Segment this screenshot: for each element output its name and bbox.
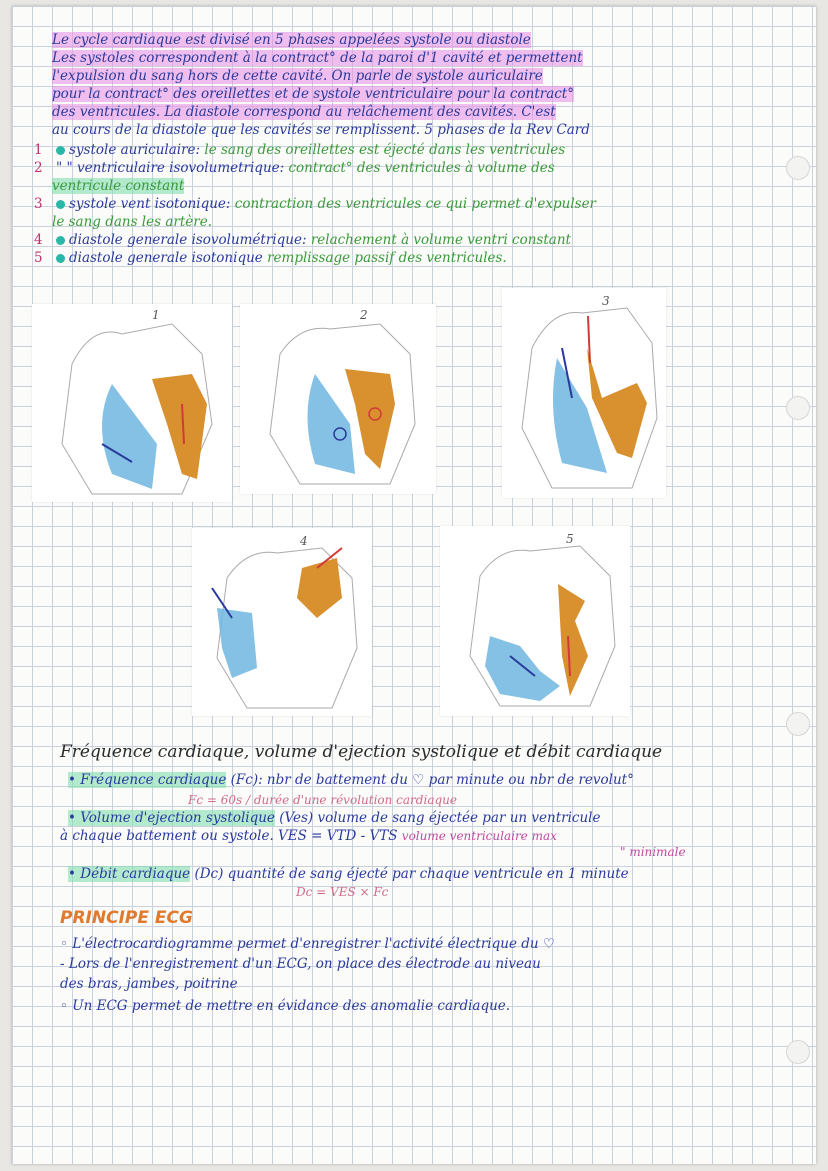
punch-hole xyxy=(786,156,810,180)
punch-hole xyxy=(786,396,810,420)
intro-line: au cours de la diastole que les cavités se remplissent. 5 phases de la Rev Card xyxy=(52,122,590,138)
bullet-dot xyxy=(56,236,65,245)
intro-line: Les systoles correspondent à la contract° de la paroi d'1 cavité et permettent xyxy=(52,50,583,66)
heart-figure-2 xyxy=(240,304,436,494)
phase-name: diastole generale isotonique xyxy=(69,250,263,266)
ecg-title: PRINCIPE ECG xyxy=(60,908,193,928)
phase-desc: le sang dans les artère. xyxy=(52,214,212,230)
phase-name: systole auriculaire: xyxy=(69,142,201,158)
heart-drawing xyxy=(32,304,232,502)
ecg-line: des bras, jambes, poitrine xyxy=(60,976,238,992)
ecg-line: - Lors de l'enregistrement d'un ECG, on place des électrode au niveau xyxy=(60,956,541,972)
dc-term: • Débit cardiaque xyxy=(68,866,191,882)
fc-definition: (Fc): nbr de battement du ♡ par minute ou nbr de revolut° xyxy=(230,772,634,788)
phase-item xyxy=(34,195,596,213)
figure-number: 1 xyxy=(152,308,160,322)
phase-item xyxy=(34,249,507,267)
phase-desc: remplissage passif des ventricules. xyxy=(267,250,507,266)
phase-number: 5 xyxy=(34,250,43,266)
phase-number: 4 xyxy=(34,232,43,248)
fc-term: • Fréquence cardiaque xyxy=(68,772,227,788)
ves-line xyxy=(68,809,600,827)
ecg-line: ◦ L'électrocardiogramme permet d'enregistrer l'activité électrique du ♡ xyxy=(60,936,555,952)
figure-number: 2 xyxy=(360,308,368,322)
phase-item xyxy=(34,141,565,159)
intro-line: des ventricules. La diastole correspond au relâchement des cavités. C'est xyxy=(52,104,556,120)
heart-drawing xyxy=(240,304,436,494)
heart-drawing xyxy=(440,526,630,716)
heart-drawing xyxy=(192,528,372,716)
bullet-dot xyxy=(56,146,65,155)
figure-number: 3 xyxy=(602,294,610,308)
heart-figure-3 xyxy=(502,288,666,498)
figure-number: 4 xyxy=(300,534,308,548)
ves-note: volume ventriculaire max xyxy=(401,829,557,843)
ves-note: " minimale xyxy=(620,845,686,859)
phase-desc: le sang des oreillettes est éjecté dans les ventricules xyxy=(204,142,566,158)
phase-item xyxy=(34,159,555,177)
punch-hole xyxy=(786,1040,810,1064)
heart-figure-5 xyxy=(440,526,630,716)
bullet-dot xyxy=(56,254,65,263)
dc-formula: Dc = VES × Fc xyxy=(296,885,389,899)
fc-formula: Fc = 60s / durée d'une révolution cardiaque xyxy=(188,793,457,807)
phase-number: 3 xyxy=(34,196,43,212)
phase-name: diastole generale isovolumétrique: xyxy=(69,232,307,248)
bullet-dot xyxy=(56,200,65,209)
intro-line: l'expulsion du sang hors de cette cavité. On parle de systole auriculaire xyxy=(52,68,543,84)
ves-term: • Volume d'ejection systolique xyxy=(68,810,275,826)
phase-desc: ventricule constant xyxy=(52,178,185,194)
fc-line xyxy=(68,771,634,789)
phase-desc: contraction des ventricules ce qui permet d'expulser xyxy=(234,196,597,212)
ecg-line: ◦ Un ECG permet de mettre en évidance des anomalie cardiaque. xyxy=(60,998,511,1014)
phase-name: systole vent isotonique: xyxy=(69,196,231,212)
punch-hole xyxy=(786,712,810,736)
heart-drawing xyxy=(502,288,666,498)
dc-definition: (Dc) quantité de sang éjecté par chaque ventricule en 1 minute xyxy=(194,866,629,882)
heart-figure-1 xyxy=(32,304,232,502)
ves-formula: à chaque battement ou systole. VES = VTD - VTS xyxy=(60,828,398,844)
figure-number: 5 xyxy=(566,532,574,546)
phase-desc: relachement à volume ventri constant xyxy=(310,232,571,248)
heart-figure-4 xyxy=(192,528,372,716)
phase-number: 2 xyxy=(34,160,43,176)
dc-line xyxy=(68,865,629,883)
phase-desc: contract° des ventricules à volume des xyxy=(288,160,555,176)
ves-line2 xyxy=(60,827,557,845)
ves-definition: (Ves) volume de sang éjectée par un ventricule xyxy=(279,810,601,826)
phase-item xyxy=(34,231,571,249)
intro-line: Le cycle cardiaque est divisé en 5 phases appelées systole ou diastole xyxy=(52,32,531,48)
notebook-page xyxy=(12,6,816,1164)
section-title: Fréquence cardiaque, volume d'ejection systolique et débit cardiaque xyxy=(60,742,663,762)
phase-name: " " ventriculaire isovolumetrique: xyxy=(56,160,285,176)
phase-number: 1 xyxy=(34,142,43,158)
intro-line: pour la contract° des oreillettes et de systole ventriculaire pour la contract° xyxy=(52,86,574,102)
